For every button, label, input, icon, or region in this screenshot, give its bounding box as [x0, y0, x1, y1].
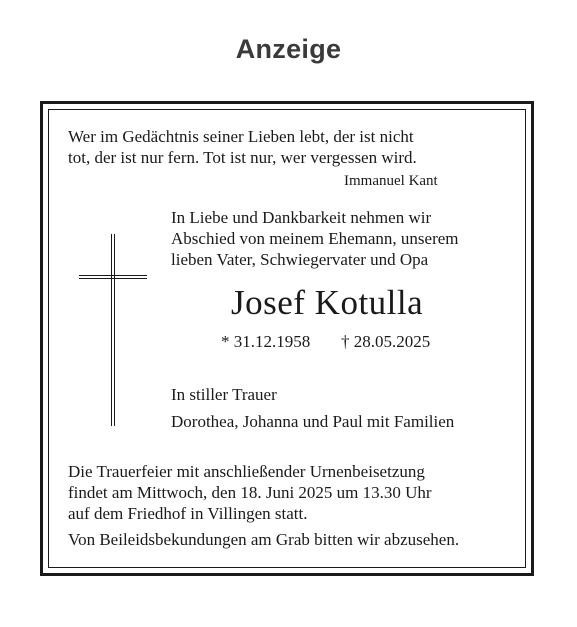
intro-line-2: Abschied von meinem Ehemann, unserem: [171, 229, 459, 248]
condolence-note: Von Beileidsbekundungen am Grab bitten wir abzusehen.: [68, 530, 460, 549]
mourners-names: Dorothea, Johanna und Paul mit Familien: [171, 412, 455, 431]
birth-date: * 31.12.1958: [221, 332, 311, 351]
funeral-line-2: findet am Mittwoch, den 18. Juni 2025 um 13.30 Uhr: [68, 483, 432, 502]
quote-line-1: Wer im Gedächtnis seiner Lieben lebt, der ist nicht: [68, 127, 414, 146]
death-date: † 28.05.2025: [341, 332, 431, 351]
quote-author: Immanuel Kant: [344, 173, 438, 189]
intro-line-1: In Liebe und Dankbarkeit nehmen wir: [171, 208, 432, 227]
page-title: Anzeige: [235, 34, 342, 64]
deceased-name: Josef Kotulla: [231, 283, 424, 322]
funeral-line-1: Die Trauerfeier mit anschließender Urnenbeisetzung: [68, 462, 425, 481]
intro-line-3: lieben Vater, Schwiegervater und Opa: [171, 250, 429, 269]
funeral-line-3: auf dem Friedhof in Villingen statt.: [68, 504, 308, 523]
quote-line-2: tot, der ist nur fern. Tot ist nur, wer vergessen wird.: [68, 148, 417, 167]
mourning-label: In stiller Trauer: [171, 385, 277, 404]
cross-icon: [78, 234, 148, 428]
